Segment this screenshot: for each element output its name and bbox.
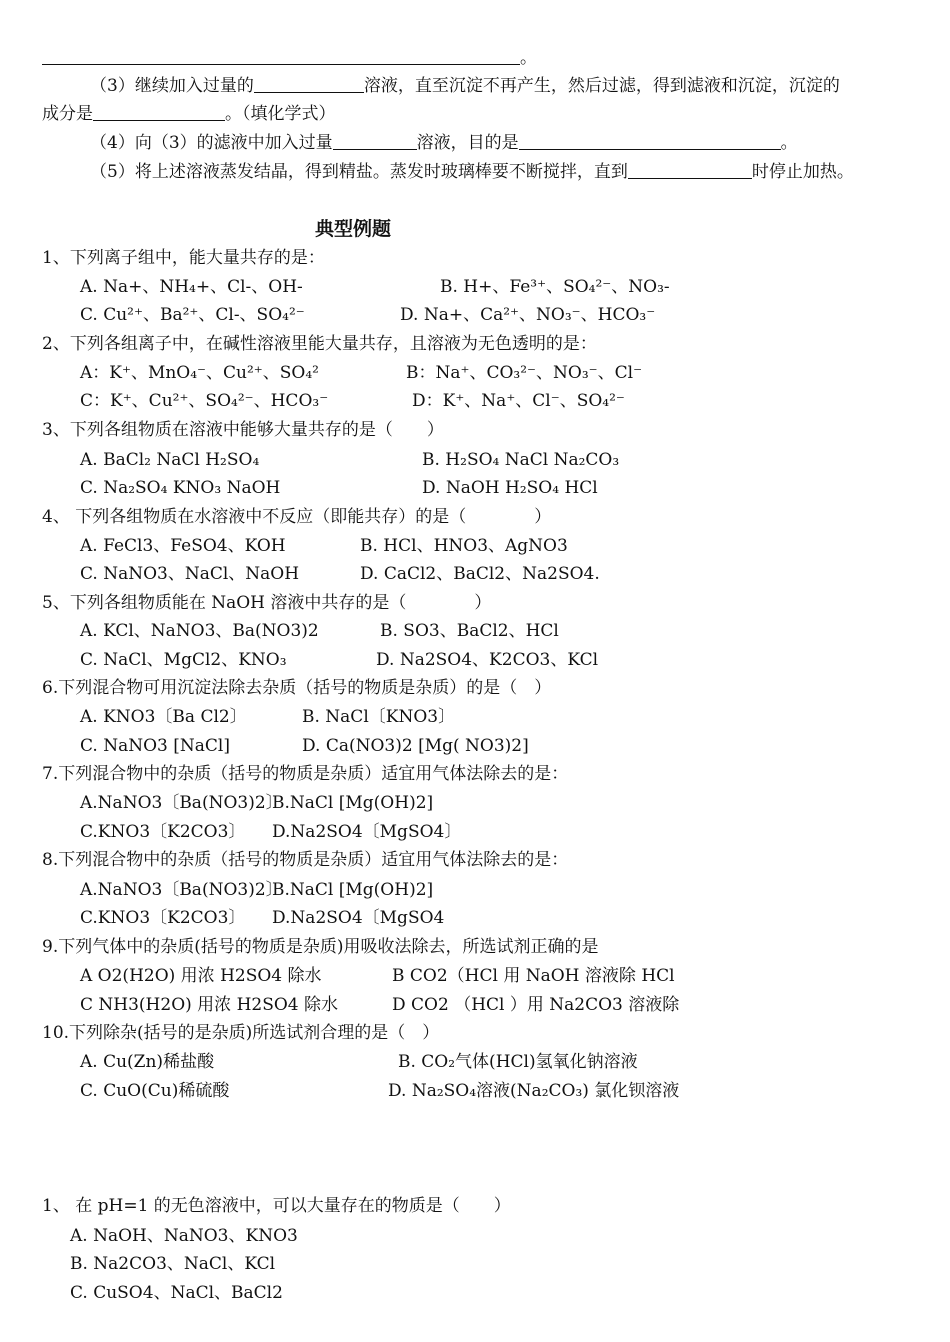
option-1b: B. H+、Fe³⁺、SO₄²⁻、NO₃-: [440, 277, 670, 297]
option-3c: C. Na₂SO₄ KNO₃ NaOH: [80, 478, 281, 498]
practice-option-1c: C. CuSO4、NaCl、BaCl2: [70, 1283, 283, 1303]
question-7: 7.下列混合物中的杂质（括号的物质是杂质）适宜用气体法除去的是：: [42, 764, 569, 784]
text: 时停止加热。: [751, 162, 854, 182]
option-4a: A. FeCl3、FeSO4、KOH: [80, 536, 286, 556]
option-3d: D. NaOH H₂SO₄ HCl: [422, 478, 598, 498]
option-9c: C NH3(H2O) 用浓 H2SO4 除水: [80, 995, 339, 1015]
option-6d: D. Ca(NO3)2 [Mg( NO3)2]: [302, 736, 529, 756]
practice-option-1b: B. Na2CO3、NaCl、KCl: [70, 1254, 276, 1274]
practice-question-1: 1、 在 pH=1 的无色溶液中，可以大量存在的物质是（ ）: [42, 1196, 511, 1216]
option-6a: A. KNO3〔Ba Cl2〕: [80, 707, 247, 727]
option-10c: C. CuO(Cu)稀硫酸: [80, 1081, 230, 1101]
option-7d: D.Na2SO4〔MgSO4〕: [272, 822, 462, 842]
text: 。: [780, 133, 798, 153]
option-10b: B. CO₂气体(HCl)氢氧化钠溶液: [398, 1052, 638, 1072]
text: 。（填化学式）: [225, 104, 336, 124]
answer-blank[interactable]: [254, 76, 364, 93]
option-2b: B：Na⁺、CO₃²⁻、NO₃⁻、Cl⁻: [406, 363, 643, 383]
option-1c: C. Cu²⁺、Ba²⁺、Cl-、SO₄²⁻: [80, 305, 305, 325]
text: 成分是: [42, 104, 93, 124]
option-10a: A. Cu(Zn)稀盐酸: [80, 1052, 215, 1072]
option-10d: D. Na₂SO₄溶液(Na₂CO₃) 氯化钡溶液: [388, 1081, 680, 1101]
section-title: 典型例题: [315, 218, 392, 240]
option-8d: D.Na2SO4〔MgSO4: [272, 908, 445, 928]
answer-blank[interactable]: [42, 48, 520, 65]
text: 溶液，直至沉淀不再产生，然后过滤，得到滤液和沉淀，沉淀的: [363, 76, 840, 96]
text: 。: [520, 48, 537, 68]
option-6c: C. NaNO3 [NaCl]: [80, 736, 230, 756]
question-9: 9.下列气体中的杂质(括号的物质是杂质)用吸收法除去，所选试剂正确的是: [42, 937, 599, 957]
intro-line-q4: [90, 133, 798, 153]
answer-blank[interactable]: [93, 104, 225, 121]
option-1a: A. Na+、NH₄+、Cl-、OH-: [80, 277, 303, 297]
question-8: 8.下列混合物中的杂质（括号的物质是杂质）适宜用气体法除去的是：: [42, 850, 569, 870]
question-4: 4、 下列各组物质在水溶液中不反应（即能共存）的是（ ）: [42, 507, 552, 527]
option-9a: A O2(H2O) 用浓 H2SO4 除水: [80, 966, 322, 986]
option-8c: C.KNO3〔K2CO3〕: [80, 908, 246, 928]
option-1d: D. Na+、Ca²⁺、NO₃⁻、HCO₃⁻: [400, 305, 656, 325]
option-2a: A：K⁺、MnO₄⁻、Cu²⁺、SO₄²: [80, 363, 319, 383]
intro-line-q5: [90, 162, 854, 182]
option-8a: A.NaNO3〔Ba(NO3)2〕: [80, 880, 283, 900]
question-10: 10.下列除杂(括号的是杂质)所选试剂合理的是（ ）: [42, 1023, 440, 1043]
option-5b: B. SO3、BaCl2、HCl: [380, 621, 559, 641]
intro-line-q3-cont: [42, 104, 336, 124]
option-2c: C：K⁺、Cu²⁺、SO₄²⁻、HCO₃⁻: [80, 391, 329, 411]
option-8b: B.NaCl [Mg(OH)2]: [272, 880, 434, 900]
option-3b: B. H₂SO₄ NaCl Na₂CO₃: [422, 450, 620, 470]
answer-blank[interactable]: [519, 133, 781, 150]
question-5: 5、下列各组物质能在 NaOH 溶液中共存的是（ ）: [42, 593, 492, 613]
text: （3）继续加入过量的: [90, 76, 254, 96]
answer-blank[interactable]: [628, 162, 752, 179]
answer-blank[interactable]: [333, 133, 417, 150]
option-9d: D CO2 （HCl ）用 Na2CO3 溶液除: [392, 995, 680, 1015]
question-1: 1、下列离子组中，能大量共存的是：: [42, 248, 325, 268]
option-4d: D. CaCl2、BaCl2、Na2SO4.: [360, 564, 600, 584]
question-3: 3、下列各组物质在溶液中能够大量共存的是（ ）: [42, 420, 444, 440]
intro-line-0: [42, 48, 537, 68]
option-4b: B. HCl、HNO3、AgNO3: [360, 536, 568, 556]
text: （5）将上述溶液蒸发结晶，得到精盐。蒸发时玻璃棒要不断搅拌，直到: [90, 162, 628, 182]
option-5d: D. Na2SO4、K2CO3、KCl: [376, 650, 599, 670]
option-7a: A.NaNO3〔Ba(NO3)2〕: [80, 793, 283, 813]
text: 溶液，目的是: [416, 133, 519, 153]
option-7b: B.NaCl [Mg(OH)2]: [272, 793, 434, 813]
option-9b: B CO2（HCl 用 NaOH 溶液除 HCl: [392, 966, 675, 986]
intro-line-q3: [90, 76, 840, 96]
practice-option-1a: A. NaOH、NaNO3、KNO3: [70, 1226, 298, 1246]
question-2: 2、下列各组离子中，在碱性溶液里能大量共存，且溶液为无色透明的是：: [42, 334, 597, 354]
option-5c: C. NaCl、MgCl2、KNO₃: [80, 650, 287, 670]
text: （4）向（3）的滤液中加入过量: [90, 133, 333, 153]
question-6: 6.下列混合物可用沉淀法除去杂质（括号的物质是杂质）的是（ ）: [42, 678, 552, 698]
option-5a: A. KCl、NaNO3、Ba(NO3)2: [80, 621, 319, 641]
option-6b: B. NaCl〔KNO3〕: [302, 707, 456, 727]
option-4c: C. NaNO3、NaCl、NaOH: [80, 564, 300, 584]
option-2d: D：K⁺、Na⁺、Cl⁻、SO₄²⁻: [412, 391, 625, 411]
option-7c: C.KNO3〔K2CO3〕: [80, 822, 246, 842]
option-3a: A. BaCl₂ NaCl H₂SO₄: [80, 450, 260, 470]
